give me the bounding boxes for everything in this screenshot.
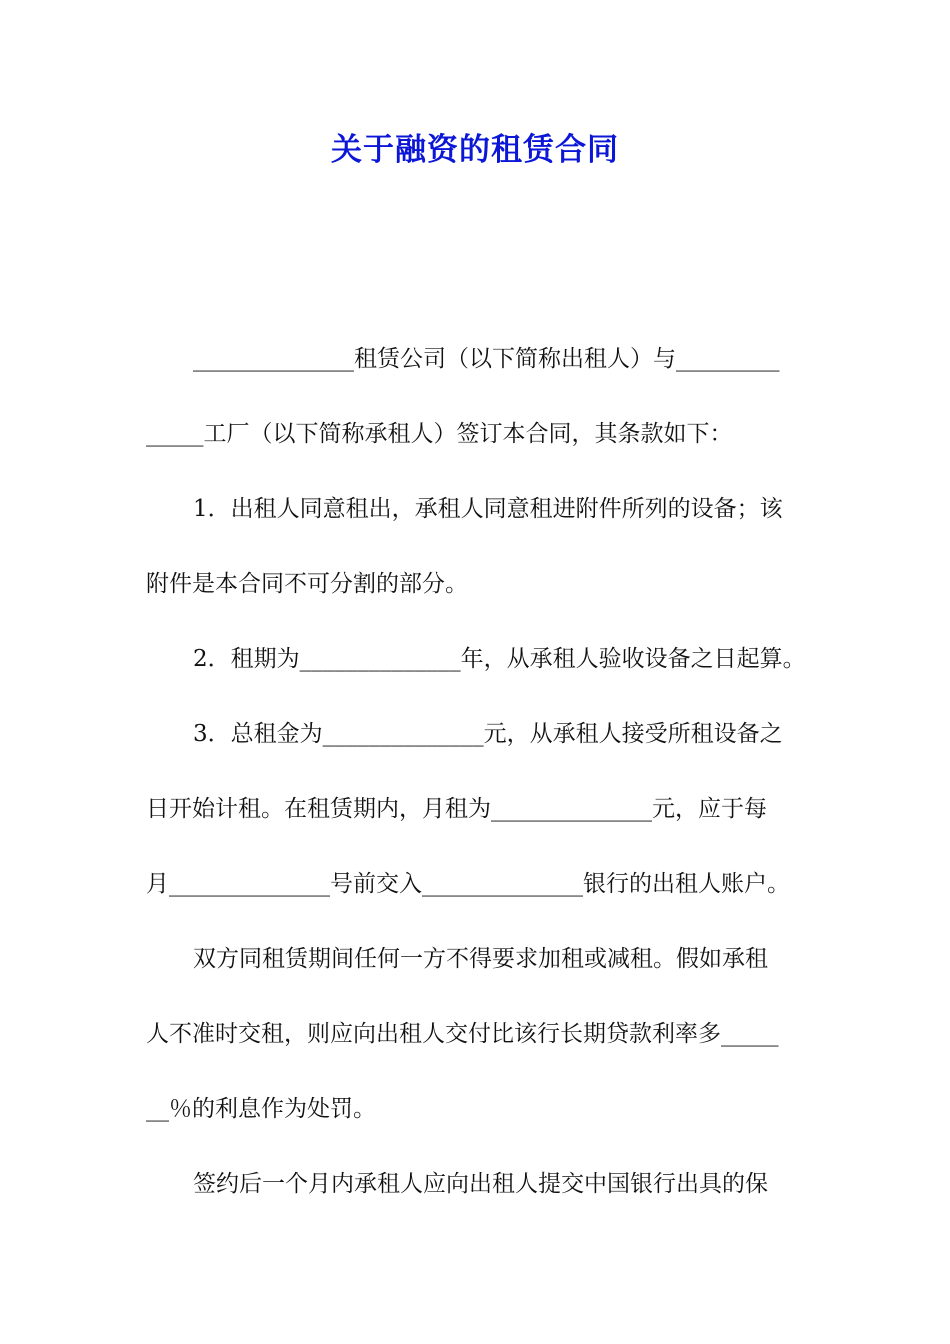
clause-2-line: 2．租期为______________年，从承租人验收设备之日起算。 [193,646,806,672]
paragraph-line-1: ______________租赁公司（以下简称出租人）与_________ [193,346,780,372]
penalty-line-1: 双方同租赁期间任何一方不得要求加租或减租。假如承租 [193,946,768,972]
paragraph-line-2: _____工厂（以下简称承租人）签订本合同，其条款如下： [146,421,733,447]
document-title: 关于融资的租赁合同 [331,132,619,168]
clause-3-line-3: 月______________号前交入______________银行的出租人账户。 [146,871,790,897]
clause-1-line-1: 1．出租人同意租出，承租人同意租进附件所列的设备；该 [193,496,783,522]
clause-3-line-1: 3．总租金为______________元，从承租人接受所租设备之 [193,721,783,747]
clause-3-line-2: 日开始计租。在租赁期内，月租为______________元，应于每 [146,796,767,822]
clause-1-line-2: 附件是本合同不可分割的部分。 [146,571,468,597]
guarantee-line-1: 签约后一个月内承租人应向出租人提交中国银行出具的保 [193,1171,768,1197]
penalty-line-2: 人不准时交租，则应向出租人交付比该行长期贷款利率多_____ [146,1021,779,1047]
penalty-line-3: __％的利息作为处罚。 [146,1096,376,1122]
